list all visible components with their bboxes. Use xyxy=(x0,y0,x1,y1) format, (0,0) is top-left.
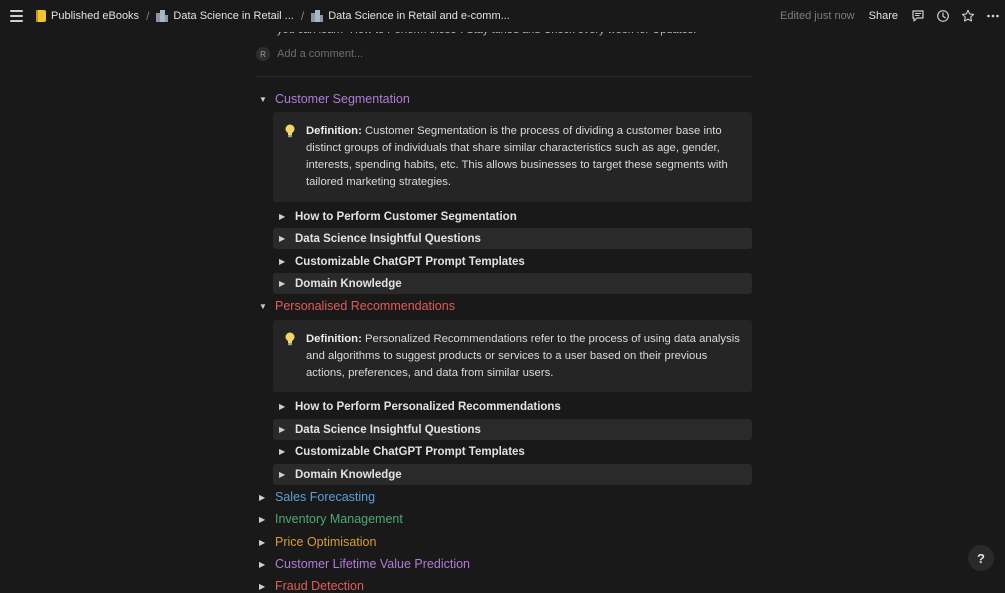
toggle-label[interactable]: Customizable ChatGPT Prompt Templates xyxy=(295,445,525,458)
callout-label: Definition: xyxy=(306,333,362,345)
definition-callout xyxy=(273,320,752,392)
section-title[interactable]: Fraud Detection xyxy=(275,579,364,593)
breadcrumb-label[interactable]: Published eBooks xyxy=(51,10,140,22)
callout-label: Definition: xyxy=(306,125,362,137)
book-icon xyxy=(36,10,46,22)
comment-icon[interactable] xyxy=(910,8,926,24)
toggle-item[interactable] xyxy=(273,273,752,294)
more-options-icon[interactable] xyxy=(985,8,1001,24)
toggle-label[interactable]: Data Science Insightful Questions xyxy=(295,423,481,436)
breadcrumb-item-published-ebooks[interactable] xyxy=(33,8,142,24)
toggle-item[interactable] xyxy=(273,228,752,249)
breadcrumb-item-data-science-retail[interactable] xyxy=(153,8,296,24)
breadcrumb-separator: / xyxy=(300,9,305,23)
callout-body: Personalized Recommendations refer to the process of using data analysis and algorithms to suggest products or services to a user based on their previous actions, preferences, and data from similar users. xyxy=(306,333,740,379)
collapse-triangle-icon[interactable]: ▶ xyxy=(279,425,286,434)
toggle-label[interactable]: How to Perform Personalized Recommendations xyxy=(295,400,561,413)
section-title[interactable]: Inventory Management xyxy=(275,512,403,526)
topbar-tools xyxy=(780,0,1005,32)
collapse-triangle-icon[interactable]: ▶ xyxy=(279,212,286,221)
section-title[interactable]: Customer Segmentation xyxy=(275,92,410,106)
help-button[interactable]: ? xyxy=(968,545,994,571)
collapse-triangle-icon[interactable]: ▶ xyxy=(259,559,266,569)
avatar: R xyxy=(256,47,270,61)
expand-triangle-icon[interactable]: ▼ xyxy=(259,94,267,104)
callout-text xyxy=(306,123,742,191)
toggle-label[interactable]: How to Perform Customer Segmentation xyxy=(295,210,517,223)
collapse-triangle-icon[interactable]: ▶ xyxy=(259,492,266,502)
toggle-personalised-recommendations[interactable] xyxy=(259,299,455,313)
toggle-label[interactable]: Customizable ChatGPT Prompt Templates xyxy=(295,255,525,268)
toggle-label[interactable]: Data Science Insightful Questions xyxy=(295,232,481,245)
buildings-icon xyxy=(311,10,323,22)
section-title[interactable]: Personalised Recommendations xyxy=(275,299,455,313)
collapse-triangle-icon[interactable]: ▶ xyxy=(279,257,286,266)
toggle-customer-segmentation[interactable] xyxy=(259,92,410,106)
top-bar xyxy=(0,0,1005,32)
collapse-triangle-icon[interactable]: ▶ xyxy=(279,447,286,456)
toggle-customer-lifetime-value[interactable] xyxy=(259,557,470,571)
edited-status: Edited just now xyxy=(780,10,855,22)
toggle-item[interactable] xyxy=(273,396,752,417)
history-clock-icon[interactable] xyxy=(935,8,951,24)
buildings-icon xyxy=(156,10,168,22)
hamburger-menu-icon[interactable] xyxy=(10,10,23,22)
collapse-triangle-icon[interactable]: ▶ xyxy=(279,402,286,411)
divider xyxy=(256,76,752,77)
toggle-item[interactable] xyxy=(273,441,752,462)
toggle-label[interactable]: Domain Knowledge xyxy=(295,277,402,290)
collapse-triangle-icon[interactable]: ▶ xyxy=(279,470,286,479)
toggle-item[interactable] xyxy=(273,251,752,272)
collapse-triangle-icon[interactable]: ▶ xyxy=(279,279,286,288)
toggle-fraud-detection[interactable] xyxy=(259,579,364,593)
collapse-triangle-icon[interactable]: ▶ xyxy=(259,514,266,524)
callout-body: Customer Segmentation is the process of dividing a customer base into distinct groups of individuals that share similar characteristics such as age, gender, interests, spending habits, etc. This allows businesses to target these segments with tailored marketing strategies. xyxy=(306,125,728,188)
collapse-triangle-icon[interactable]: ▶ xyxy=(279,234,286,243)
lightbulb-icon xyxy=(285,124,295,138)
breadcrumb-separator: / xyxy=(146,9,150,23)
lightbulb-icon xyxy=(285,332,295,346)
section-title[interactable]: Customer Lifetime Value Prediction xyxy=(275,557,470,571)
breadcrumb xyxy=(33,0,513,32)
toggle-label[interactable]: Domain Knowledge xyxy=(295,468,402,481)
toggle-price-optimisation[interactable] xyxy=(259,535,376,549)
expand-triangle-icon[interactable]: ▼ xyxy=(259,301,267,311)
breadcrumb-label[interactable]: Data Science in Retail and e-comm... xyxy=(328,10,510,22)
breadcrumb-label[interactable]: Data Science in Retail ... xyxy=(173,10,294,22)
toggle-item[interactable] xyxy=(273,419,752,440)
collapse-triangle-icon[interactable]: ▶ xyxy=(259,581,266,591)
share-button[interactable]: Share xyxy=(868,10,898,22)
toggle-inventory-management[interactable] xyxy=(259,512,403,526)
add-comment-input[interactable]: Add a comment... xyxy=(277,48,364,60)
toggle-sales-forecasting[interactable] xyxy=(259,490,375,504)
collapse-triangle-icon[interactable]: ▶ xyxy=(259,537,266,547)
breadcrumb-item-current-page[interactable] xyxy=(308,8,513,24)
callout-text xyxy=(306,331,742,382)
add-comment-row[interactable] xyxy=(256,47,363,61)
toggle-item[interactable] xyxy=(273,206,752,227)
star-favorite-icon[interactable] xyxy=(960,8,976,24)
toggle-item[interactable] xyxy=(273,464,752,485)
section-title[interactable]: Price Optimisation xyxy=(275,535,377,549)
section-title[interactable]: Sales Forecasting xyxy=(275,490,376,504)
definition-callout xyxy=(273,112,752,202)
